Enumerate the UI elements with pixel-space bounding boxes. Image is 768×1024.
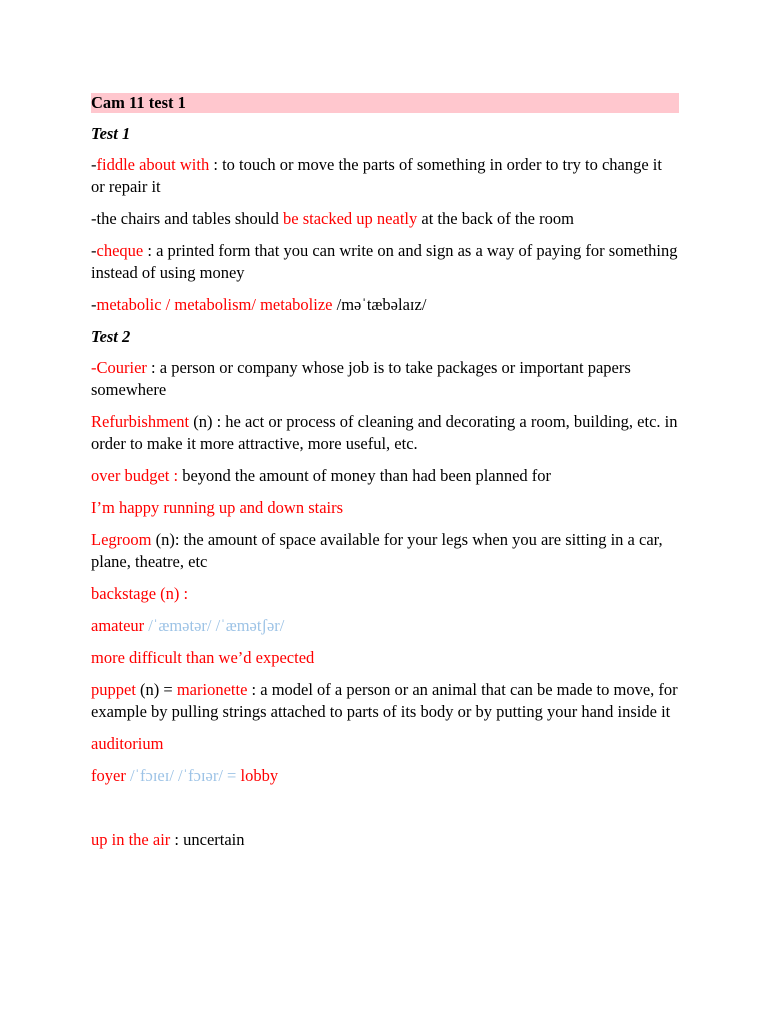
entry-term: auditorium xyxy=(91,734,164,753)
entry-term: Refurbishment xyxy=(91,412,190,431)
entry-over-budget xyxy=(91,465,679,487)
entry-term: amateur xyxy=(91,616,145,635)
entry-term: I’m happy running up and down stairs xyxy=(91,498,344,517)
entry-term: up in the air xyxy=(91,830,171,849)
entry-puppet xyxy=(91,679,679,723)
entry-dash: - xyxy=(91,295,97,314)
entry-pronunciation: /ˈæmətər/ /ˈæmətʃər/ xyxy=(144,616,285,635)
entry-term: be stacked up neatly xyxy=(283,209,418,228)
entry-term: Legroom xyxy=(91,530,152,549)
entry-term: more difficult than we’d expected xyxy=(91,648,315,667)
entry-refurbishment xyxy=(91,411,679,455)
entry-amateur xyxy=(91,615,679,637)
entry-term: foyer xyxy=(91,766,126,785)
entry-definition: (n) : he act or process of cleaning and decorating a room, building, etc. in order to make it more attractive, more useful, etc. xyxy=(91,412,678,453)
entry-term: fiddle about with xyxy=(96,155,210,174)
entry-dash: - xyxy=(91,241,97,260)
entry-auditorium xyxy=(91,733,679,755)
entry-definition: : a person or company whose job is to take packages or important papers somewhere xyxy=(91,358,631,399)
entry-definition: : a model of a person or an animal that can be made to move, for example by pulling strings attached to parts of its body or by putting your hand inside it xyxy=(91,680,678,721)
entry-pronunciation: /ˈfɔɪeɪ/ /ˈfɔɪər/ = xyxy=(125,766,241,785)
entry-term: over budget : xyxy=(91,466,183,485)
entry-courier xyxy=(91,357,679,401)
entry-dash: - xyxy=(91,155,97,174)
entry-metabolic xyxy=(91,294,679,316)
entry-term: backstage (n) : xyxy=(91,584,189,603)
entry-cheque xyxy=(91,240,679,284)
entry-term: cheque xyxy=(96,241,144,260)
entry-stacked-up-neatly xyxy=(91,208,679,230)
entry-legroom xyxy=(91,529,679,573)
entry-pronunciation: /məˈtæbəlaɪz/ xyxy=(332,295,427,314)
test-2-label: Test 2 xyxy=(91,327,131,346)
entry-part-of-speech: (n) = xyxy=(135,680,177,699)
entry-definition: : a printed form that you can write on and sign as a way of paying for something instead of using money xyxy=(91,241,678,282)
entry-synonym: lobby xyxy=(240,766,279,785)
entry-definition: : uncertain xyxy=(170,830,245,849)
entry-term: -Courier xyxy=(91,358,147,377)
entry-term: metabolic / metabolism/ metabolize xyxy=(96,295,333,314)
entry-backstage xyxy=(91,583,679,605)
entry-term: puppet xyxy=(91,680,136,699)
document-heading: Cam 11 test 1 xyxy=(91,93,679,113)
entry-foyer xyxy=(91,765,679,787)
entry-synonym: marionette xyxy=(176,680,248,699)
entry-up-in-the-air xyxy=(91,829,679,851)
entry-definition: beyond the amount of money than had been planned for xyxy=(182,466,552,485)
entry-more-difficult xyxy=(91,647,679,669)
entry-running-up-and-down-stairs xyxy=(91,497,679,519)
entry-suffix: at the back of the room xyxy=(417,209,574,228)
entry-definition: : to touch or move the parts of something in order to try to change it or repair it xyxy=(91,155,662,196)
entry-fiddle-about-with xyxy=(91,154,679,198)
test-1-label: Test 1 xyxy=(91,124,131,143)
entry-prefix: -the chairs and tables should xyxy=(91,209,283,228)
entry-definition: (n): the amount of space available for your legs when you are sitting in a car, plane, theatre, etc xyxy=(91,530,663,571)
blank-line xyxy=(91,797,679,819)
document-page xyxy=(91,93,679,861)
